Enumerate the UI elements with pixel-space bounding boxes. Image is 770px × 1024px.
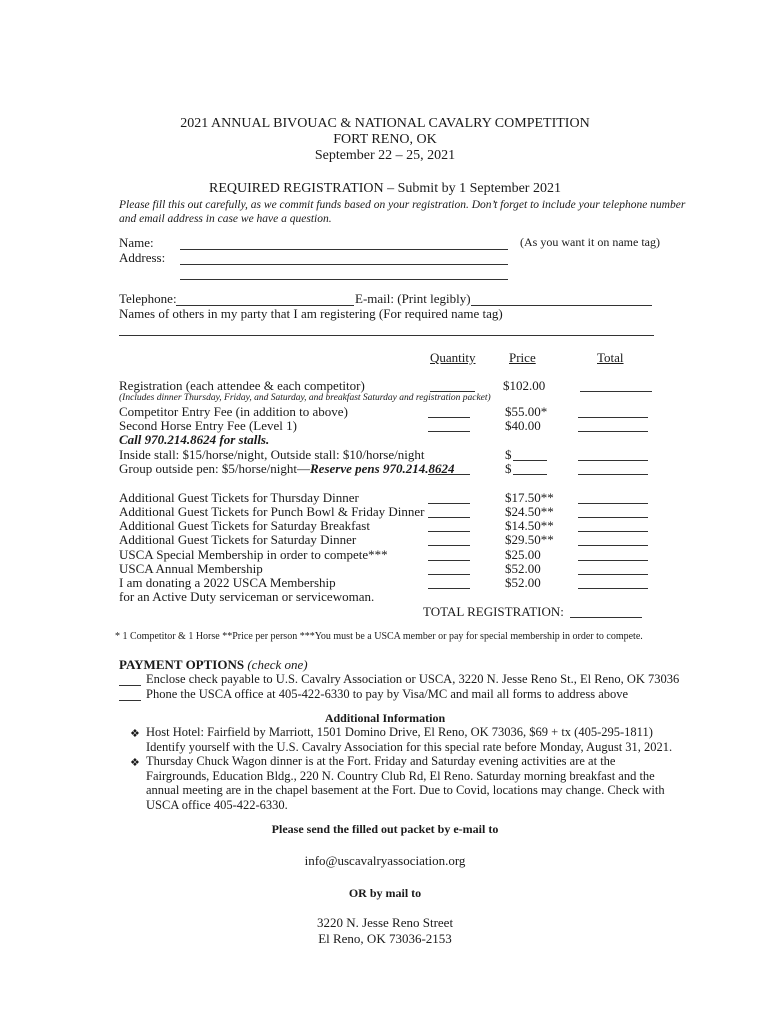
stall-total[interactable] [578, 460, 648, 461]
address-field-1[interactable] [180, 264, 508, 265]
donating-line1: I am donating a 2022 USCA Membership [119, 575, 336, 590]
guest-punch: Additional Guest Tickets for Punch Bowl & Friday Dinner [119, 504, 425, 519]
payment-option-phone-box[interactable] [119, 700, 141, 701]
event-location: FORT RENO, OK [333, 132, 437, 147]
instructions-line1: Please fill this out carefully, as we commit funds based on your registration. Don’t forget to include your telephone number [119, 199, 686, 211]
annual-membership-qty[interactable] [428, 574, 470, 575]
guest-sat-dinner: Additional Guest Tickets for Saturday Dinner [119, 532, 357, 547]
registration-price: $102.00 [503, 378, 546, 393]
payment-heading: PAYMENT OPTIONS [119, 657, 245, 672]
second-horse-qty[interactable] [428, 431, 470, 432]
col-price: Price [509, 350, 536, 365]
registration-qty[interactable] [430, 391, 475, 392]
total-registration-label: TOTAL REGISTRATION: [423, 604, 564, 619]
guest-sat-dinner-total[interactable] [578, 545, 648, 546]
competitor-fee: Competitor Entry Fee (in addition to above) [119, 404, 348, 419]
email-label: E-mail: (Print legibly) [355, 291, 471, 306]
hotel-line2: Identify yourself with the U.S. Cavalry Association for this special rate before Monday, August 31, 2021. [146, 740, 673, 754]
competitor-total[interactable] [578, 417, 648, 418]
second-horse-fee: Second Horse Entry Fee (Level 1) [119, 418, 297, 433]
payment-heading-note: (check one) [247, 657, 308, 672]
competitor-qty[interactable] [428, 417, 470, 418]
hotel-line1: Host Hotel: Fairfield by Marriott, 1501 Domino Drive, El Reno, OK 73036, $69 + tx (405-295-1811) [146, 725, 653, 739]
event-title: 2021 ANNUAL BIVOUAC & NATIONAL CAVALRY COMPETITION [180, 116, 590, 131]
others-field[interactable] [119, 335, 654, 336]
telephone-label: Telephone: [119, 291, 177, 306]
pricing-footnote: * 1 Competitor & 1 Horse **Price per person ***You must be a USCA member or pay for special membership in order to compete. [115, 631, 643, 642]
name-field[interactable] [180, 249, 508, 250]
special-membership: USCA Special Membership in order to compete*** [119, 547, 388, 562]
registration-total[interactable] [580, 391, 652, 392]
mail-street: 3220 N. Jesse Reno Street [316, 915, 454, 930]
guest-sat-dinner-qty[interactable] [428, 545, 470, 546]
donating-total[interactable] [578, 588, 648, 589]
name-tag-note: (As you want it on name tag) [520, 235, 660, 249]
annual-membership-total[interactable] [578, 574, 648, 575]
guest-punch-qty[interactable] [428, 517, 470, 518]
col-total: Total [597, 350, 624, 365]
additional-info-heading: Additional Information [324, 711, 446, 725]
second-horse-price: $40.00 [505, 418, 541, 433]
second-horse-total[interactable] [578, 431, 648, 432]
group-pen-qty[interactable] [428, 474, 470, 475]
guest-breakfast-price: $14.50** [505, 518, 554, 533]
group-pen-text: Group outside pen: $5/horse/night— [119, 461, 311, 476]
payment-option-check-box[interactable] [119, 685, 141, 686]
guest-thursday-total[interactable] [578, 503, 648, 504]
special-membership-price: $25.00 [505, 547, 541, 562]
guest-breakfast: Additional Guest Tickets for Saturday Breakfast [119, 518, 370, 533]
annual-membership-price: $52.00 [505, 561, 541, 576]
group-pen-total[interactable] [578, 474, 648, 475]
special-membership-total[interactable] [578, 560, 648, 561]
diamond-bullet-icon: ❖ [130, 757, 140, 769]
guest-thursday: Additional Guest Tickets for Thursday Dinner [119, 490, 359, 505]
name-label: Name: [119, 235, 154, 250]
wagon-line4: USCA office 405-422-6330. [146, 798, 288, 812]
call-stalls: Call 970.214.8624 for stalls. [119, 432, 270, 447]
wagon-line1: Thursday Chuck Wagon dinner is at the Fort. Friday and Saturday evening activities are at the [146, 754, 616, 768]
registration-item: Registration (each attendee & each competitor) [119, 378, 365, 393]
event-dates: September 22 – 25, 2021 [314, 148, 456, 163]
guest-thursday-price: $17.50** [505, 490, 554, 505]
stall-prices: Inside stall: $15/horse/night, Outside stall: $10/horse/night [119, 447, 425, 462]
wagon-line2: Fairgrounds, Education Bldg., 220 N. Country Club Rd, El Reno. Saturday morning breakfast and the [146, 769, 655, 783]
diamond-bullet-icon: ❖ [130, 728, 140, 740]
guest-breakfast-total[interactable] [578, 531, 648, 532]
guest-sat-dinner-price: $29.50** [505, 532, 554, 547]
group-pen-dollar: $ [505, 461, 512, 476]
email-send-heading: Please send the filled out packet by e-mail to [271, 822, 499, 836]
donating-qty[interactable] [428, 588, 470, 589]
others-label: Names of others in my party that I am registering (For required name tag) [119, 306, 503, 321]
competitor-price: $55.00* [505, 404, 548, 419]
group-pen-price-field[interactable] [513, 474, 547, 475]
email-address[interactable]: info@uscavalryassociation.org [304, 853, 466, 868]
registration-note: (Includes dinner Thursday, Friday, and Saturday, and breakfast Saturday and registration packet) [119, 393, 491, 403]
col-quantity: Quantity [430, 350, 476, 365]
address-field-2[interactable] [180, 279, 508, 280]
special-membership-qty[interactable] [428, 560, 470, 561]
group-pen-reserve: Reserve pens 970.214.8624 [310, 461, 455, 476]
donating-line2: for an Active Duty serviceman or servicewoman. [119, 589, 375, 604]
guest-thursday-qty[interactable] [428, 503, 470, 504]
address-label: Address: [119, 250, 166, 265]
stall-price-field[interactable] [513, 460, 547, 461]
guest-breakfast-qty[interactable] [428, 531, 470, 532]
mail-city: El Reno, OK 73036-2153 [318, 931, 452, 946]
instructions-line2: and email address in case we have a question. [119, 213, 332, 225]
donating-price: $52.00 [505, 575, 541, 590]
guest-punch-total[interactable] [578, 517, 648, 518]
stall-dollar: $ [505, 447, 512, 462]
mail-send-heading: OR by mail to [348, 886, 422, 900]
payment-option-phone: Phone the USCA office at 405-422-6330 to pay by Visa/MC and mail all forms to address above [146, 687, 629, 701]
annual-membership: USCA Annual Membership [119, 561, 263, 576]
wagon-line3: annual meeting are in the chapel basement at the Fort. Due to Covid, locations may change. Check with [146, 783, 665, 797]
payment-option-check: Enclose check payable to U.S. Cavalry Association or USCA, 3220 N. Jesse Reno St., El Reno, OK 73036 [146, 672, 680, 686]
guest-punch-price: $24.50** [505, 504, 554, 519]
registration-heading: REQUIRED REGISTRATION – Submit by 1 September 2021 [209, 181, 561, 196]
total-registration-field[interactable] [570, 617, 642, 618]
